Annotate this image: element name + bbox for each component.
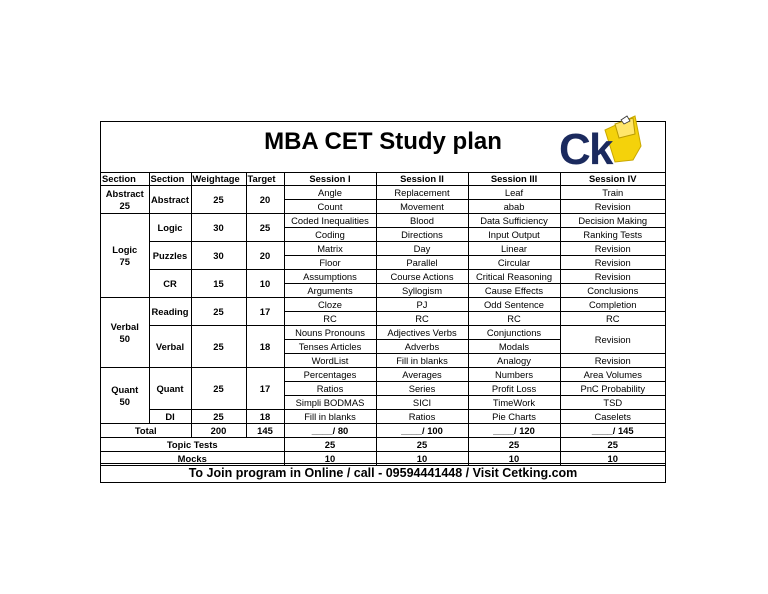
group-name: Quant bbox=[111, 383, 139, 395]
table-cell: Parallel bbox=[376, 256, 468, 270]
subsection-weightage: 25 bbox=[191, 368, 246, 410]
topic-tests-session-2: 25 bbox=[376, 438, 468, 452]
topic-tests-row bbox=[101, 438, 665, 452]
table-cell: Cause Effects bbox=[468, 284, 560, 298]
total-session-1: ____/ 80 bbox=[284, 424, 376, 438]
table-cell: Cloze bbox=[284, 298, 376, 312]
subsection-target: 10 bbox=[246, 270, 284, 298]
col-header-session-4: Session IV bbox=[560, 172, 665, 186]
table-cell: Ratios bbox=[376, 410, 468, 424]
table-cell: Directions bbox=[376, 228, 468, 242]
table-cell: Adjectives Verbs bbox=[376, 326, 468, 340]
table-cell: Modals bbox=[468, 340, 560, 354]
subsection-target: 20 bbox=[246, 186, 284, 214]
table-cell: Coding bbox=[284, 228, 376, 242]
topic-tests-session-1: 25 bbox=[284, 438, 376, 452]
subsection-weightage: 25 bbox=[191, 298, 246, 326]
study-plan-table bbox=[101, 172, 665, 466]
table-cell: PnC Probability bbox=[560, 382, 665, 396]
table-cell: Syllogism bbox=[376, 284, 468, 298]
table-cell: Coded Inequalities bbox=[284, 214, 376, 228]
table-cell: Critical Reasoning bbox=[468, 270, 560, 284]
title-row bbox=[101, 122, 665, 173]
total-weightage: 200 bbox=[191, 424, 246, 438]
table-cell: Blood bbox=[376, 214, 468, 228]
table-cell: Revision bbox=[560, 200, 665, 214]
group-total: 25 bbox=[119, 199, 130, 211]
table-cell: Conjunctions bbox=[468, 326, 560, 340]
table-cell: Odd Sentence bbox=[468, 298, 560, 312]
table-cell: Revision bbox=[560, 354, 665, 368]
table-cell: Nouns Pronouns bbox=[284, 326, 376, 340]
subsection-weightage: 25 bbox=[191, 326, 246, 368]
table-row bbox=[101, 242, 665, 256]
subsection-name: Quant bbox=[149, 368, 191, 410]
cetking-logo-icon bbox=[557, 110, 649, 172]
group-name: Abstract bbox=[105, 187, 144, 199]
table-cell: Count bbox=[284, 200, 376, 214]
group-name: Verbal bbox=[110, 320, 139, 332]
table-cell: Decision Making bbox=[560, 214, 665, 228]
table-cell: Series bbox=[376, 382, 468, 396]
col-header-session-3: Session III bbox=[468, 172, 560, 186]
subsection-name: DI bbox=[149, 410, 191, 424]
group-verbal bbox=[101, 298, 149, 368]
table-cell: PJ bbox=[376, 298, 468, 312]
table-cell: RC bbox=[376, 312, 468, 326]
table-cell: Conclusions bbox=[560, 284, 665, 298]
table-cell: Day bbox=[376, 242, 468, 256]
col-header-session-1: Session I bbox=[284, 172, 376, 186]
subsection-target: 25 bbox=[246, 214, 284, 242]
subsection-name: Logic bbox=[149, 214, 191, 242]
col-header-session-2: Session II bbox=[376, 172, 468, 186]
table-cell: abab bbox=[468, 200, 560, 214]
table-row bbox=[101, 214, 665, 228]
table-row bbox=[101, 186, 665, 200]
table-cell: Input Output bbox=[468, 228, 560, 242]
subsection-name: Reading bbox=[149, 298, 191, 326]
subsection-name: CR bbox=[149, 270, 191, 298]
total-row bbox=[101, 424, 665, 438]
subsection-target: 17 bbox=[246, 368, 284, 410]
mocks-session-4: 10 bbox=[560, 452, 665, 466]
mocks-session-3: 10 bbox=[468, 452, 560, 466]
group-total: 75 bbox=[119, 255, 130, 267]
table-cell: Arguments bbox=[284, 284, 376, 298]
svg-text:k: k bbox=[589, 125, 614, 172]
table-row bbox=[101, 270, 665, 284]
table-cell: Movement bbox=[376, 200, 468, 214]
group-name: Logic bbox=[112, 243, 138, 255]
group-abstract bbox=[101, 186, 149, 214]
table-cell: Replacement bbox=[376, 186, 468, 200]
page-title: MBA CET Study plan bbox=[264, 128, 502, 155]
group-total: 50 bbox=[119, 332, 130, 344]
subsection-weightage: 25 bbox=[191, 186, 246, 214]
table-cell: Completion bbox=[560, 298, 665, 312]
table-cell: Train bbox=[560, 186, 665, 200]
subsection-target: 17 bbox=[246, 298, 284, 326]
subsection-weightage: 15 bbox=[191, 270, 246, 298]
col-header-subsection: Section bbox=[149, 172, 191, 186]
table-cell: Course Actions bbox=[376, 270, 468, 284]
table-cell: Fill in blanks bbox=[284, 410, 376, 424]
table-cell: Leaf bbox=[468, 186, 560, 200]
table-cell: RC bbox=[560, 312, 665, 326]
subsection-target: 20 bbox=[246, 242, 284, 270]
table-cell: Numbers bbox=[468, 368, 560, 382]
subsection-weightage: 25 bbox=[191, 410, 246, 424]
table-cell: Area Volumes bbox=[560, 368, 665, 382]
table-cell: Matrix bbox=[284, 242, 376, 256]
total-session-2: ____/ 100 bbox=[376, 424, 468, 438]
mocks-label: Mocks bbox=[101, 452, 284, 466]
table-cell: Revision bbox=[560, 256, 665, 270]
table-cell: Percentages bbox=[284, 368, 376, 382]
table-row bbox=[101, 368, 665, 382]
table-cell: Revision bbox=[560, 242, 665, 256]
table-cell: Adverbs bbox=[376, 340, 468, 354]
table-cell: Revision bbox=[560, 326, 665, 354]
table-cell: Simpli BODMAS bbox=[284, 396, 376, 410]
table-cell: Circular bbox=[468, 256, 560, 270]
col-header-target: Target bbox=[246, 172, 284, 186]
table-cell: Revision bbox=[560, 270, 665, 284]
table-row bbox=[101, 298, 665, 312]
table-cell: Data Sufficiency bbox=[468, 214, 560, 228]
table-cell: RC bbox=[468, 312, 560, 326]
mocks-session-1: 10 bbox=[284, 452, 376, 466]
table-cell: Analogy bbox=[468, 354, 560, 368]
table-cell: WordList bbox=[284, 354, 376, 368]
total-session-4: ____/ 145 bbox=[560, 424, 665, 438]
table-cell: Fill in blanks bbox=[376, 354, 468, 368]
subsection-name: Verbal bbox=[149, 326, 191, 368]
table-cell: TimeWork bbox=[468, 396, 560, 410]
table-cell: SICI bbox=[376, 396, 468, 410]
topic-tests-session-4: 25 bbox=[560, 438, 665, 452]
col-header-weightage: Weightage bbox=[191, 172, 246, 186]
header-row bbox=[101, 172, 665, 186]
group-quant bbox=[101, 368, 149, 424]
table-cell: Assumptions bbox=[284, 270, 376, 284]
table-row bbox=[101, 410, 665, 424]
study-plan-sheet bbox=[100, 121, 666, 483]
subsection-target: 18 bbox=[246, 410, 284, 424]
table-row bbox=[101, 326, 665, 340]
topic-tests-label: Topic Tests bbox=[101, 438, 284, 452]
table-cell: Caselets bbox=[560, 410, 665, 424]
svg-text:C: C bbox=[559, 125, 591, 172]
subsection-name: Abstract bbox=[149, 186, 191, 214]
table-cell: Averages bbox=[376, 368, 468, 382]
table-cell: RC bbox=[284, 312, 376, 326]
table-cell: Ratios bbox=[284, 382, 376, 396]
mocks-session-2: 10 bbox=[376, 452, 468, 466]
table-cell: Tenses Articles bbox=[284, 340, 376, 354]
subsection-name: Puzzles bbox=[149, 242, 191, 270]
total-session-3: ____/ 120 bbox=[468, 424, 560, 438]
contact-footer: To Join program in Online / call - 09594441448 / Visit Cetking.com bbox=[101, 463, 665, 483]
table-cell: Linear bbox=[468, 242, 560, 256]
table-cell: Profit Loss bbox=[468, 382, 560, 396]
group-logic bbox=[101, 214, 149, 298]
total-target: 145 bbox=[246, 424, 284, 438]
total-label: Total bbox=[101, 424, 191, 438]
col-header-section: Section bbox=[101, 172, 149, 186]
subsection-target: 18 bbox=[246, 326, 284, 368]
table-cell: TSD bbox=[560, 396, 665, 410]
subsection-weightage: 30 bbox=[191, 242, 246, 270]
table-cell: Floor bbox=[284, 256, 376, 270]
subsection-weightage: 30 bbox=[191, 214, 246, 242]
table-cell: Ranking Tests bbox=[560, 228, 665, 242]
table-cell: Pie Charts bbox=[468, 410, 560, 424]
group-total: 50 bbox=[119, 395, 130, 407]
table-cell: Angle bbox=[284, 186, 376, 200]
topic-tests-session-3: 25 bbox=[468, 438, 560, 452]
